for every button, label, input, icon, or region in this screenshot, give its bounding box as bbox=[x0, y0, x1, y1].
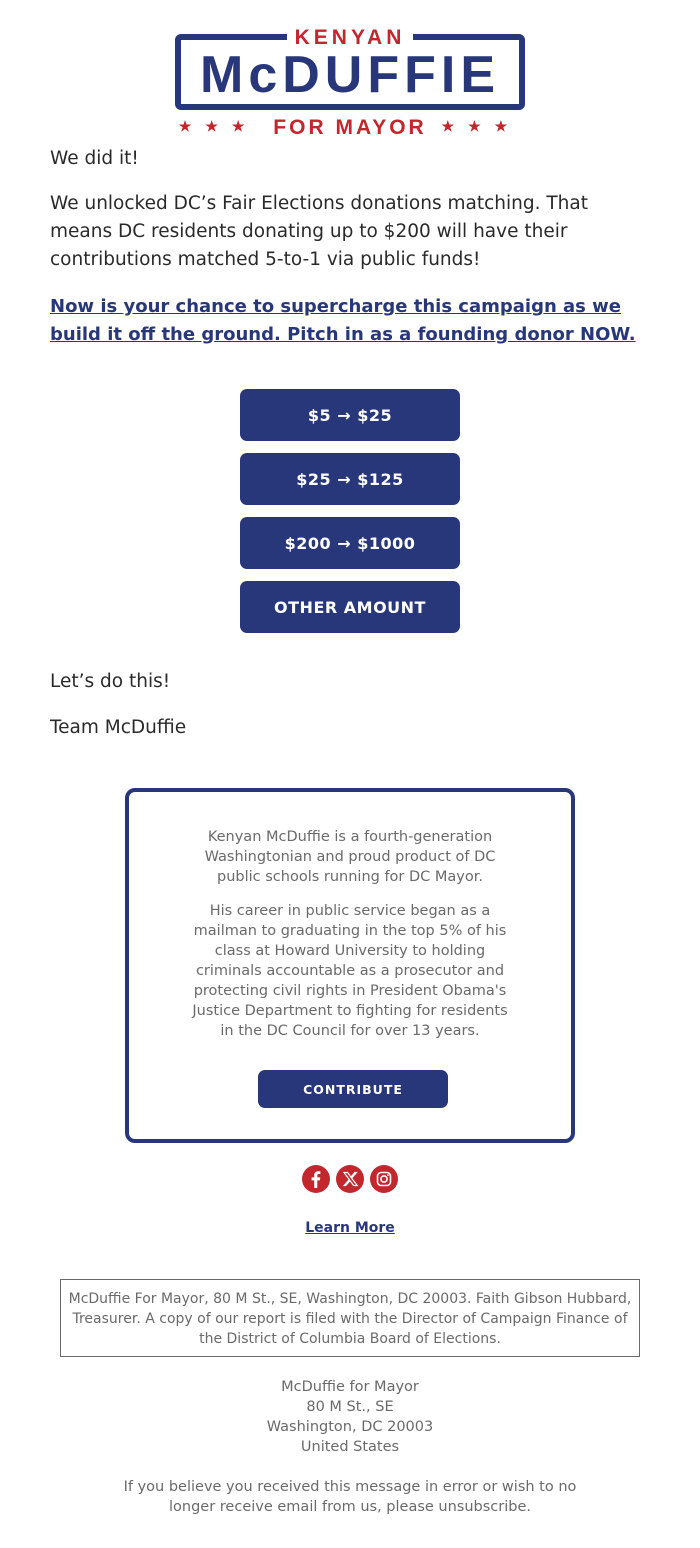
logo-stars-right: ★★★ bbox=[441, 118, 522, 134]
facebook-icon[interactable] bbox=[302, 1165, 330, 1193]
donate-200-button[interactable]: $200 → $1000 bbox=[240, 517, 460, 569]
greeting-text: We did it! bbox=[50, 148, 139, 169]
contribute-button[interactable]: CONTRIBUTE bbox=[258, 1070, 448, 1108]
logo-stars-left: ★★★ bbox=[178, 118, 259, 134]
donate-25-button[interactable]: $25 → $125 bbox=[240, 453, 460, 505]
paid-for-disclaimer: McDuffie For Mayor, 80 M St., SE, Washington, DC 20003. Faith Gibson Hubbard, Treasurer. A copy of our report is filed with the Director of Campaign Finance of the District of Columbia Board of Elections. bbox=[60, 1279, 640, 1357]
signature-text: Team McDuffie bbox=[50, 717, 187, 738]
founding-donor-link[interactable]: Now is your chance to supercharge this campaign as we build it off the ground. Pitch in as a founding donor NOW. bbox=[50, 296, 636, 345]
logo-tagline bbox=[175, 114, 525, 140]
unsubscribe-notice[interactable]: If you believe you received this message in error or wish to no longer receive email from us, please unsubscribe. bbox=[123, 1479, 577, 1515]
address-line-2: 80 M St., SE bbox=[306, 1399, 394, 1415]
logo-first-name: KENYAN bbox=[175, 26, 525, 50]
address-line-1: McDuffie for Mayor bbox=[281, 1379, 419, 1395]
x-icon[interactable] bbox=[336, 1165, 364, 1193]
donate-other-amount-button[interactable]: OTHER AMOUNT bbox=[240, 581, 460, 633]
closing-text: Let’s do this! bbox=[50, 671, 171, 692]
logo-tagline-text: FOR MAYOR bbox=[273, 116, 427, 139]
logo-last-name: McDUFFIE bbox=[200, 46, 500, 104]
intro-paragraph: We unlocked DC’s Fair Elections donations matching. That means DC residents donating up to $200 will have their contributions matched 5-to-1 via public funds! bbox=[50, 193, 588, 270]
bio-card bbox=[125, 788, 575, 1143]
bio-paragraph-2: His career in public service began as a mailman to graduating in the top 5% of his class at Howard University to holding criminals accountable as a prosecutor and protecting civil rights in President Obama's Justice Department to fighting for residents in the DC Council for over 13 years. bbox=[192, 903, 508, 1039]
donate-5-button[interactable]: $5 → $25 bbox=[240, 389, 460, 441]
instagram-icon[interactable] bbox=[370, 1165, 398, 1193]
bio-paragraph-1: Kenyan McDuffie is a fourth-generation Washingtonian and proud product of DC public schools running for DC Mayor. bbox=[204, 829, 496, 885]
address-line-4: United States bbox=[300, 1439, 400, 1455]
campaign-logo bbox=[175, 26, 525, 138]
address-line-3: Washington, DC 20003 bbox=[266, 1419, 434, 1435]
learn-more-link[interactable]: Learn More bbox=[305, 1220, 395, 1236]
